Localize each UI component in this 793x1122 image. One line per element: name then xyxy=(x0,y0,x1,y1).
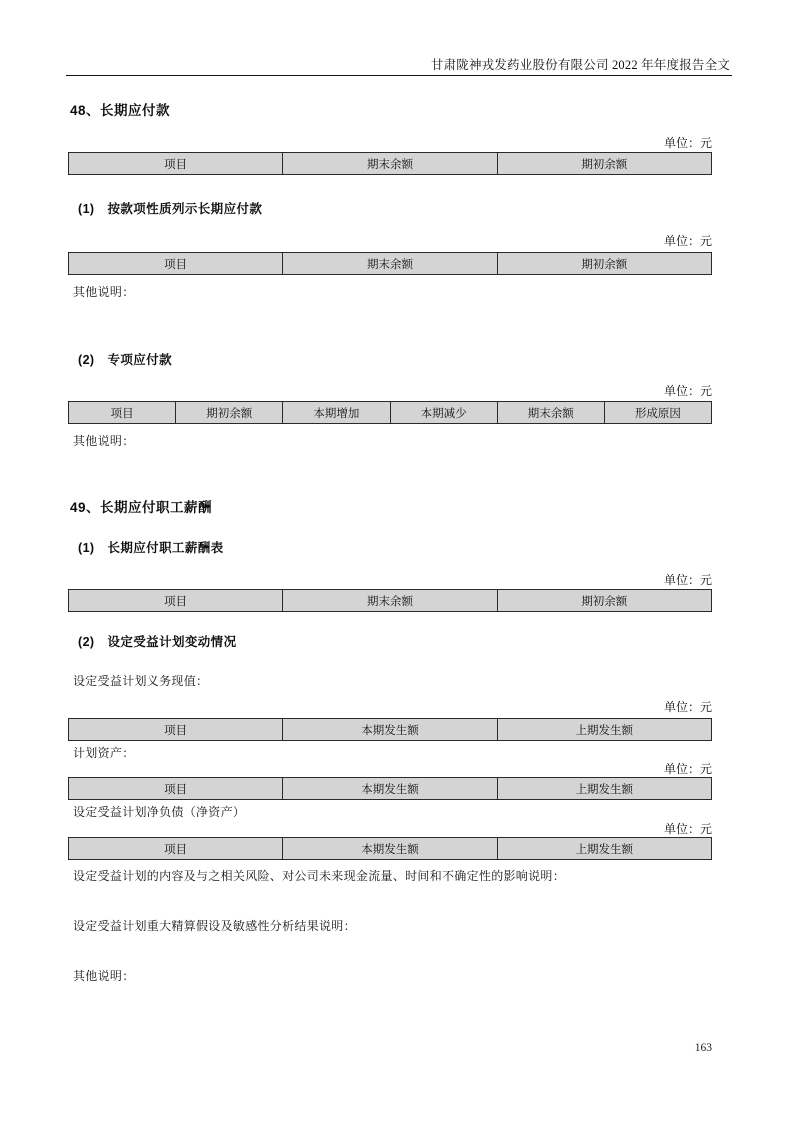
unit-label: 单位：元 xyxy=(663,762,712,776)
table-header-cell: 项目 xyxy=(164,158,188,171)
risk-note: 设定受益计划的内容及与之相关风险、对公司未来现金流量、时间和不确定性的影响说明： xyxy=(73,869,566,883)
page-header-title: 甘肃陇神戎发药业股份有限公司 2022 年年度报告全文 xyxy=(430,58,730,72)
table-48-1 xyxy=(68,252,712,275)
actuarial-note: 设定受益计划重大精算假设及敏感性分析结果说明： xyxy=(73,919,356,933)
table-header-cell: 本期发生额 xyxy=(282,778,496,799)
page-number: 163 xyxy=(694,1042,712,1054)
table-header-cell: 项目 xyxy=(164,258,188,271)
subsection-number: (2) xyxy=(78,635,95,649)
table-header-cell: 本期发生额 xyxy=(282,838,496,859)
table-header-cell: 项目 xyxy=(164,595,188,608)
table-header-cell: 形成原因 xyxy=(604,402,711,423)
unit-label: 单位：元 xyxy=(663,234,712,248)
table-obligation xyxy=(68,718,712,741)
table-49-1 xyxy=(68,589,712,612)
section-49-heading: 49、长期应付职工薪酬 xyxy=(70,500,213,515)
table-header-cell: 期初余额 xyxy=(497,153,711,174)
table-net-liability xyxy=(68,837,712,860)
net-liability-label: 设定受益计划净负债（净资产） xyxy=(73,805,246,819)
table-48-main xyxy=(68,152,712,175)
unit-label: 单位：元 xyxy=(663,700,712,714)
table-header-cell: 本期发生额 xyxy=(282,719,496,740)
subsection-title: 专项应付款 xyxy=(107,353,172,367)
subsection-number: (1) xyxy=(78,202,95,216)
table-header-cell: 项目 xyxy=(164,843,188,856)
subsection-number: (2) xyxy=(78,353,95,367)
subsection-number: (1) xyxy=(78,541,95,555)
plan-assets-label: 计划资产： xyxy=(73,746,135,760)
unit-label: 单位：元 xyxy=(663,573,712,587)
subsection-48-2-heading xyxy=(78,350,172,368)
table-header-cell: 项目 xyxy=(110,407,134,420)
other-note-49: 其他说明： xyxy=(73,969,135,983)
table-header-cell: 本期增加 xyxy=(282,402,389,423)
table-plan-assets xyxy=(68,777,712,800)
table-48-2-special-payables xyxy=(68,401,712,424)
table-header-cell: 期末余额 xyxy=(282,153,496,174)
table-header-cell: 期末余额 xyxy=(282,253,496,274)
subsection-48-1-heading xyxy=(78,199,262,217)
table-header-cell: 项目 xyxy=(164,783,188,796)
table-header-cell: 上期发生额 xyxy=(497,778,711,799)
subsection-49-2-heading xyxy=(78,632,237,650)
unit-label: 单位：元 xyxy=(663,822,712,836)
header-divider xyxy=(66,75,732,76)
table-header-cell: 上期发生额 xyxy=(497,838,711,859)
other-note-48-2: 其他说明： xyxy=(73,434,135,448)
subsection-title: 按款项性质列示长期应付款 xyxy=(107,202,263,216)
table-header-cell: 期末余额 xyxy=(497,402,604,423)
unit-label: 单位：元 xyxy=(663,384,712,398)
subsection-title: 设定受益计划变动情况 xyxy=(107,635,237,649)
obligation-label: 设定受益计划义务现值： xyxy=(73,674,209,688)
table-header-cell: 期初余额 xyxy=(175,402,282,423)
other-note-48-1: 其他说明： xyxy=(73,285,135,299)
table-header-cell: 期初余额 xyxy=(497,253,711,274)
unit-label: 单位：元 xyxy=(663,136,712,150)
table-header-cell: 上期发生额 xyxy=(497,719,711,740)
table-header-cell: 项目 xyxy=(164,724,188,737)
table-header-cell: 期初余额 xyxy=(497,590,711,611)
section-48-heading: 48、长期应付款 xyxy=(70,103,171,118)
subsection-title: 长期应付职工薪酬表 xyxy=(107,541,224,555)
table-header-cell: 期末余额 xyxy=(282,590,496,611)
table-header-cell: 本期减少 xyxy=(390,402,497,423)
subsection-49-1-heading xyxy=(78,538,224,556)
